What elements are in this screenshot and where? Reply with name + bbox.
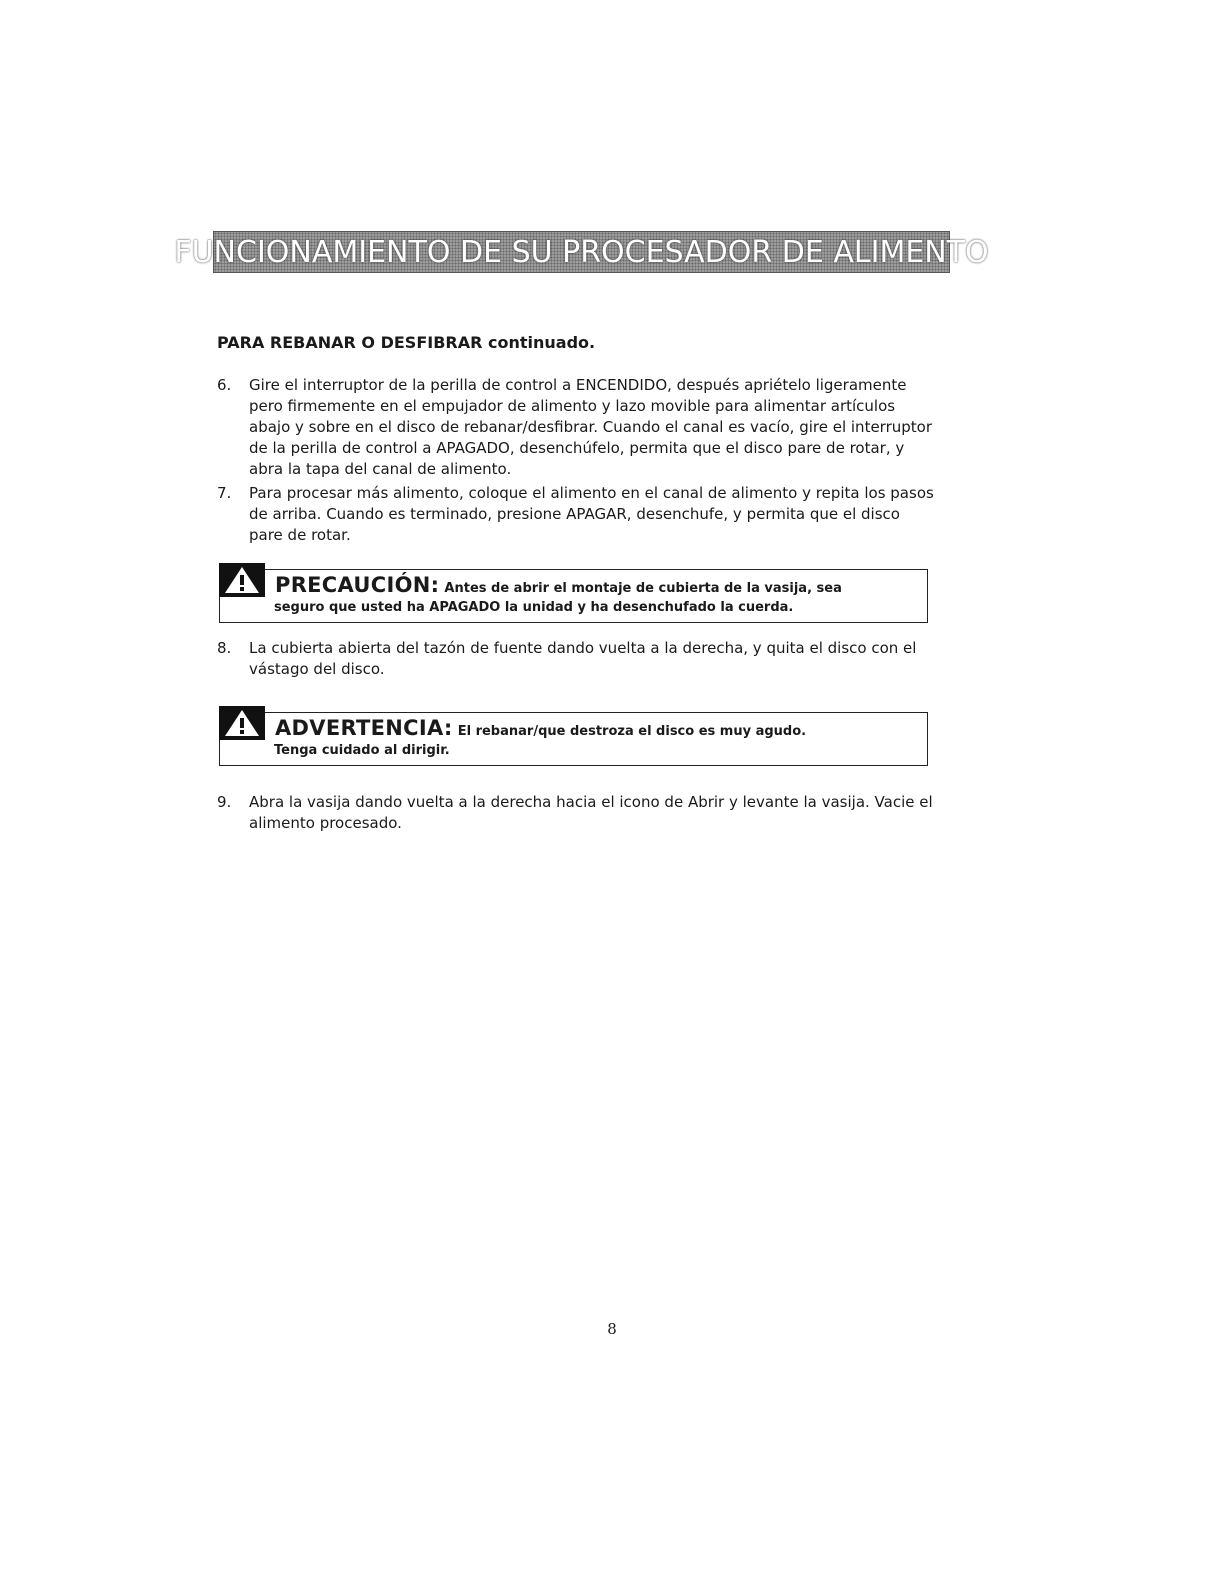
list-item [217,375,937,480]
step-text: Abra la vasija dando vuelta a la derecha hacia el icono de Abrir y levante la vasija. Vacie el alimento procesado. [249,793,933,832]
section-heading-suffix: continuado. [488,333,596,352]
warning-line-1 [275,716,806,740]
section-banner [174,231,989,273]
step-number: 7. [217,484,232,502]
step-text: Para procesar más alimento, coloque el alimento en el canal de alimento y repita los pasos de arriba. Cuando es terminado, presione APAGAR, desenchufe, y permita que el disco pare de rotar. [249,484,934,544]
step-number: 8. [217,639,232,657]
caution-text-2: seguro que usted ha APAGADO la unidad y ha desenchufado la cuerda. [274,600,794,615]
warning-triangle-icon [219,563,265,597]
warning-text-2: Tenga cuidado al dirigir. [274,743,450,758]
step-text: Gire el interruptor de la perilla de control a ENCENDIDO, después apriételo ligeramente pero firmemente en el empujador de alimento y lazo movible para alimentar artículos abajo y sobre en el disco de rebanar/desfibrar. Cuando el canal es vacío, gire el interruptor de la perilla de control a APAGADO, desenchúfelo, permita que el disco pare de rotar, y abra la tapa del canal de alimento. [249,376,932,478]
list-item [217,483,937,546]
page-number: 8 [607,1320,617,1338]
page-title: FUNCIONAMIENTO DE SU PROCESADOR DE ALIMENTO [174,234,989,270]
list-item [217,792,937,834]
caution-box [219,569,928,623]
caution-line-1 [275,573,842,597]
list-item [217,638,937,680]
step-number: 6. [217,376,232,394]
section-heading [217,333,595,352]
step-text: La cubierta abierta del tazón de fuente dando vuelta a la derecha, y quita el disco con el vástago del disco. [249,639,917,678]
warning-box [219,712,928,766]
step-number: 9. [217,793,232,811]
warning-triangle-icon [219,706,265,740]
caution-label: PRECAUCIÓN: [275,573,440,597]
caution-text-1: Antes de abrir el montaje de cubierta de la vasija, sea [444,581,842,596]
section-heading-main: PARA REBANAR O DESFIBRAR [217,333,483,352]
warning-label: ADVERTENCIA: [275,716,453,740]
warning-text-1: El rebanar/que destroza el disco es muy agudo. [457,724,807,739]
